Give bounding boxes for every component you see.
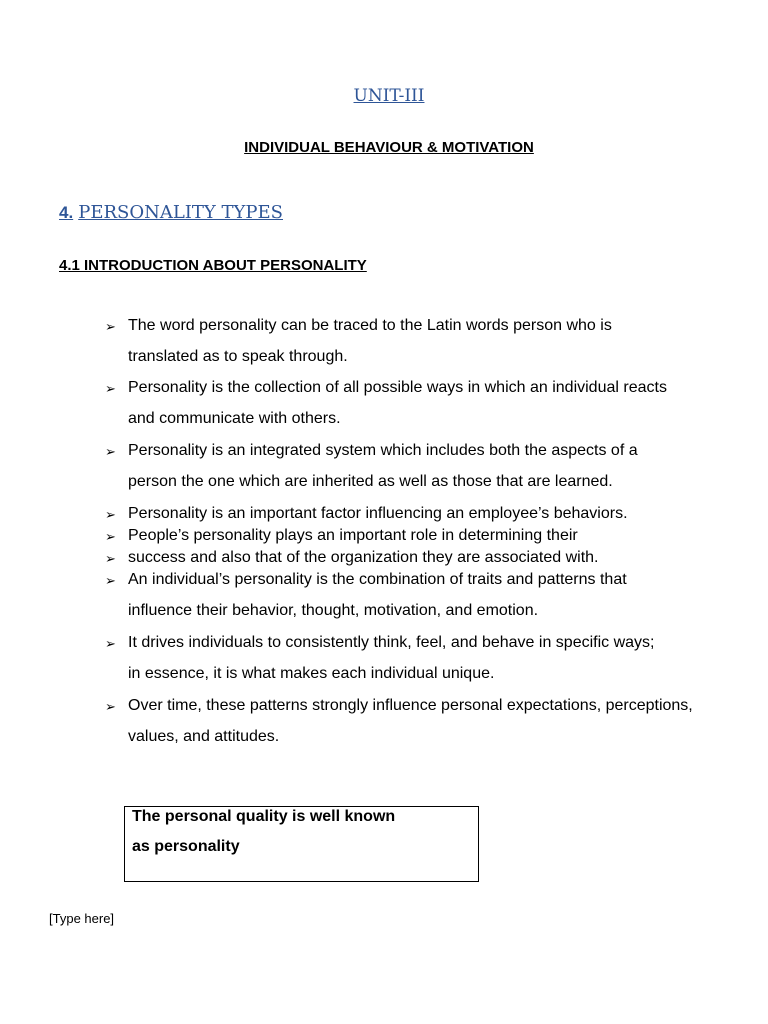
highlight-box — [124, 806, 479, 882]
bullet-text: influence their behavior, thought, motivation, and emotion. — [128, 602, 539, 619]
bullet-arrow-icon: ➢ — [105, 444, 116, 459]
bullet-text: Personality is an important factor influencing an employee’s behaviors. — [128, 505, 628, 522]
bullet-arrow-icon: ➢ — [105, 573, 116, 588]
bullet-arrow-icon: ➢ — [105, 699, 116, 714]
section-number: 4. — [59, 203, 74, 222]
bullet-arrow-icon: ➢ — [105, 551, 116, 566]
bullet-text: translated as to speak through. — [128, 348, 348, 365]
bullet-text: in essence, it is what makes each individual unique. — [128, 665, 495, 682]
bullet-arrow-icon: ➢ — [105, 529, 116, 544]
bullet-text: People’s personality plays an important role in determining their — [128, 527, 578, 544]
bullet-text: success and also that of the organization they are associated with. — [128, 549, 599, 566]
bullet-text: person the one which are inherited as well as those that are learned. — [128, 473, 613, 490]
bullet-text: The word personality can be traced to the Latin words person who is — [128, 317, 612, 334]
bullet-text: Personality is an integrated system which includes both the aspects of a — [128, 442, 638, 459]
bullet-arrow-icon: ➢ — [105, 507, 116, 522]
bullet-text: It drives individuals to consistently think, feel, and behave in specific ways; — [128, 634, 655, 651]
bullet-text: An individual’s personality is the combination of traits and patterns that — [128, 571, 627, 588]
bullet-text: values, and attitudes. — [128, 728, 280, 745]
bullet-text: Over time, these patterns strongly influence personal expectations, perceptions, — [128, 697, 693, 714]
unit-title: UNIT-III — [353, 86, 425, 106]
subsection-heading: 4.1 INTRODUCTION ABOUT PERSONALITY — [59, 257, 367, 274]
footer-placeholder: [Type here] — [49, 911, 115, 926]
highlight-box-line: The personal quality is well known — [132, 808, 396, 825]
bullet-arrow-icon: ➢ — [105, 381, 116, 396]
section-title: PERSONALITY TYPES — [78, 202, 283, 223]
highlight-box-line: as personality — [132, 838, 240, 855]
bullet-text: and communicate with others. — [128, 410, 341, 427]
bullet-arrow-icon: ➢ — [105, 636, 116, 651]
bullet-text: Personality is the collection of all possible ways in which an individual reacts — [128, 379, 667, 396]
section-heading — [59, 202, 283, 223]
document-subtitle: INDIVIDUAL BEHAVIOUR & MOTIVATION — [244, 139, 534, 156]
bullet-arrow-icon: ➢ — [105, 319, 116, 334]
